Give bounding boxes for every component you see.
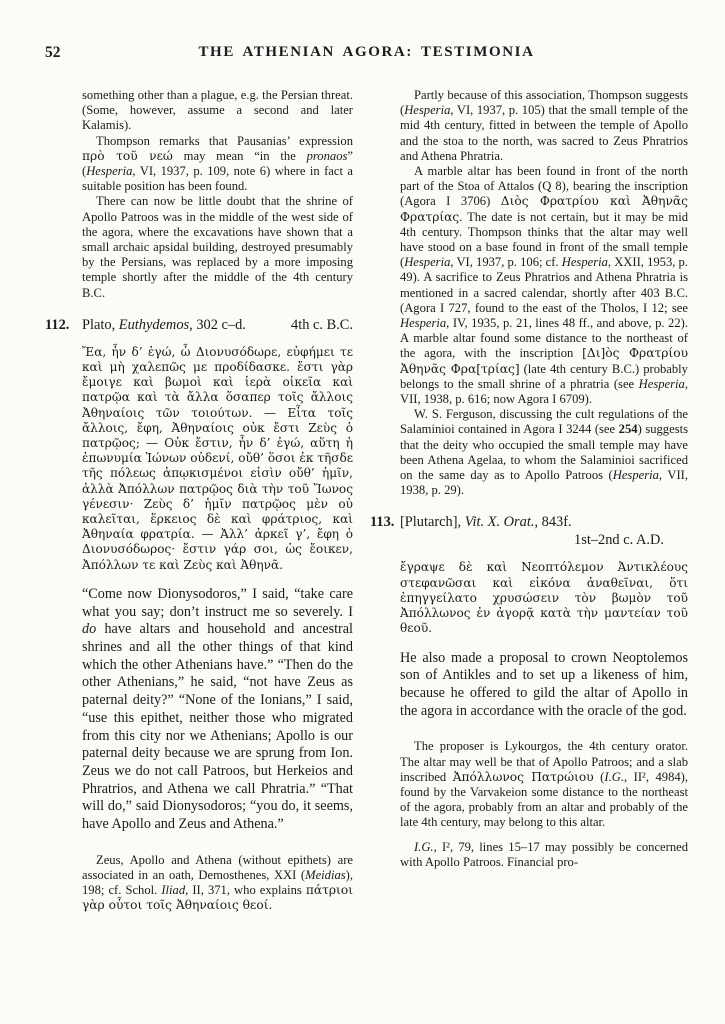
commentary-paragraph: The proposer is Lykourgos, the 4th century orator. The altar may well be that of Apollo Patroos; and a slab inscribed Ἀπόλλωνος Πατρώιου (I.G., II², 4984), found by the Varvakeion some distance to the northeast of the agora, probably from an altar and probably of the late 4th century, may belong to this altar. — [400, 739, 689, 830]
translation-paragraph: He also made a proposal to crown Neoptolemos son of Antikles and to set up a likeness of him, because he offered to gild the altar of Apollo in the agora in accordance with the oracle of the god. — [400, 649, 688, 719]
left-column — [45, 88, 353, 914]
greek-quotation: ἔγραψε δὲ καὶ Νεοπτόλεμον Ἀντικλέους στεφανῶσαι καὶ εἰκόνα ἀναθεῖναι, ὅτι ἐπηγγείλατο χρυσώσειν τὸν βωμὸν τοῦ Ἀπόλλωνος ἐν ἀγορᾷ κατὰ τὴν μαντείαν τοῦ θεοῦ. — [400, 560, 688, 636]
commentary-paragraph: Zeus, Apollo and Athena (without epithets) are associated in an oath, Demosthenes, XXI (Meidias), 198; cf. Schol. Iliad, II, 371, who explains πάτριοι γὰρ οὗτοι τοῖς Ἀθηναίοις θεοί. — [82, 852, 353, 913]
commentary-paragraph: A marble altar has been found in front of the north part of the Stoa of Attalos (Q 8), bearing the inscription (Agora I 3706) Διὸς Φρατρίου καὶ Ἀθηνᾶς Φρατρίας. The date is not certain, but it may be mid 4th century. Thompson thinks that the altar may well have stood on a base found in front of the small temple (Hesperia, VI, 1937, p. 106; cf. Hesperia, XXII, 1953, p. 49). A sacrifice to Zeus Phratrios and Athena Phratria is mentioned in a sacred calendar, shortly after 403 B.C. (Agora I 727, found to the east of the Tholos, I 12; see Hesperia, IV, 1935, p. 21, lines 48 ff., and above, p. 22). A marble altar found some distance to the northeast of the agora, with the inscription [Δι]ὸς Φρατρίου Ἀθηνᾶς Φρα[τρίας] (late 4th century B.C.) probably belongs to the small shrine of a phratria (see Hesperia, VII, 1938, p. 616; now Agora I 6709). — [400, 164, 689, 407]
entry-citation: [Plutarch], Vit. X. Orat., 843f. — [400, 514, 572, 531]
entry-citation: Plato, Euthydemos, 302 c–d. — [82, 316, 246, 333]
commentary-paragraph: There can now be little doubt that the shrine of Apollo Patroos was in the middle of the west side of the agora, where the excavations have shown that a small archaic apsidal building, destroyed presumably by the Persians, was replaced by a more imposing temple shortly after the middle of the 4th century B.C. — [82, 194, 353, 300]
right-column — [370, 88, 688, 914]
page-number: 52 — [45, 44, 61, 61]
commentary-paragraph: something other than a plague, e.g. the Persian threat. (Some, however, assume a second and later Kalamis). — [82, 88, 353, 133]
entry-date: 1st–2nd c. A.D. — [574, 532, 664, 549]
entry-number: 113. — [370, 514, 395, 531]
commentary-paragraph: Partly because of this association, Thompson suggests (Hesperia, VI, 1937, p. 105) that the small temple of the mid 4th century, fitted in between the temple of Apollo and the stoa to the north, was sacred to Zeus Phratrios and Athena Phratria. — [400, 88, 688, 163]
running-head — [45, 44, 688, 68]
running-title: THE ATHENIAN AGORA: TESTIMONIA — [198, 44, 535, 60]
translation-paragraph: “Come now Dionysodoros,” I said, “take care what you say; don’t instruct me so severely. I do have altars and household and ancestral shrines and all the other things of that kind which the other Athenians have.” “Then do the other Athenians,” he said, “not have Zeus as paternal deity?” “None of the Ionians,” I said, “use this epithet, neither those who migrated from this city nor we Athenians; Apollo is our paternal deity because we are sprung from Ion. Zeus we do not call Patroos, but Herkeios and Phratrios, and Athena we call Phratria.” “That will do,” said Dionysodoros; “you do, it seems, have Apollo and Zeus and Athena.” — [82, 585, 353, 833]
commentary-paragraph: Thompson remarks that Pausanias’ expression πρὸ τοῦ νεώ may mean “in the pronaos” (Hesperia, VI, 1937, p. 109, note 6) where in fact a suitable position has been found. — [82, 133, 353, 194]
commentary-paragraph: W. S. Ferguson, discussing the cult regulations of the Salaminioi contained in Agora I 3244 (see 254) suggests that the deity who occupied the small temple may have been Athena Agelaa, to whom the Salaminioi sacrificed on the same day as to Apollo Patroos (Hesperia, VII, 1938, p. 29). — [400, 407, 688, 498]
greek-quotation: Ἔα, ἦν δ’ ἐγώ, ὦ Διονυσόδωρε, εὐφήμει τε καὶ μὴ χαλεπῶς με προδίδασκε. ἔστι γὰρ ἔμοιγε καὶ βωμοὶ καὶ ἱερὰ οἰκεῖα καὶ πατρῷα καὶ τὰ ἄλλα ὅσαπερ τοῖς ἄλλοις Ἀθηναίοις τῶν τοιούτων. — Εἶτα τοῖς ἄλλοις, ἔφη, Ἀθηναίοις οὐκ ἔστι Ζεὺς ὁ πατρῷος; — Οὐκ ἔστιν, ἦν δ’ ἐγώ, αὕτη ἡ ἐπωνυμία Ἰώνων οὐδενί, οὔθ’ ὅσοι ἐκ τῆσδε τῆς πόλεως ἀπῳκισμένοι εἰσὶν οὔθ’ ἡμῖν, ἀλλὰ Ἀπόλλων πατρῷος διὰ τὴν τοῦ Ἴωνος γένεσιν· Ζεὺς δ’ ἡμῖν πατρῷος μὲν οὐ καλεῖται, ἕρκειος δὲ καὶ φράτριος, καὶ Ἀθηναία φρατρία. — Ἀλλ’ ἀρκεῖ γ’, ἔφη ὁ Διονυσόδωρος· ἔστιν γάρ σοι, ὡς ἔοικεν, Ἀπόλλων τε καὶ Ζεὺς καὶ Ἀθηνᾶ. — [82, 344, 353, 572]
entry-number: 112. — [45, 316, 70, 333]
entry-heading — [370, 513, 688, 549]
text-columns — [45, 88, 688, 914]
commentary-paragraph: I.G., I², 79, lines 15–17 may possibly be concerned with Apollo Patroos. Financial pro- — [400, 839, 688, 869]
entry-heading — [45, 316, 353, 334]
entry-date: 4th c. B.C. — [291, 316, 353, 333]
